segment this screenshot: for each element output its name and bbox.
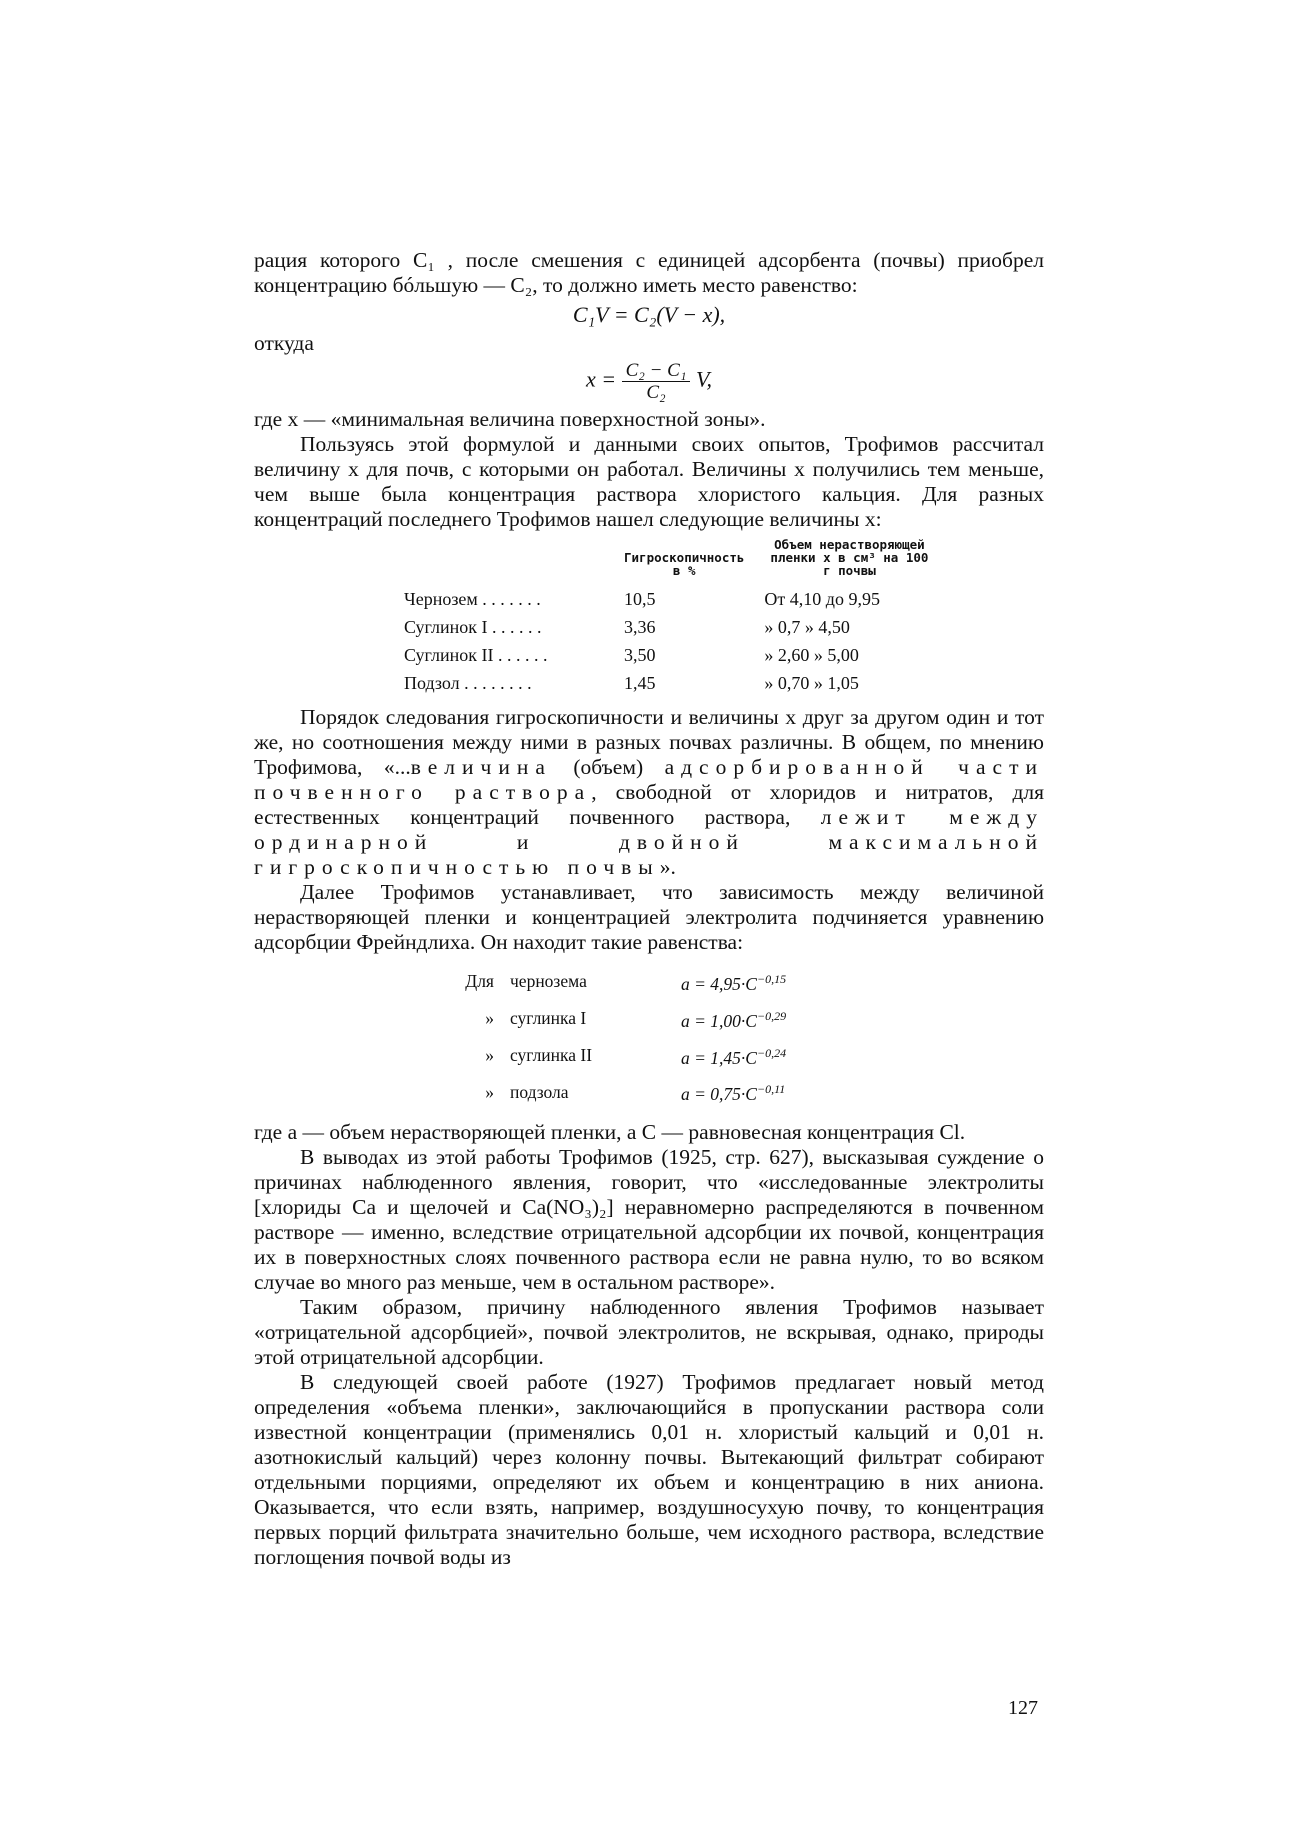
p4-text-a: Порядок следования гигроскопичности и величины x друг за другом один и тот же, но соотношения между ними в разных почвах различны. В общем, по мнению Трофимова, «... <box>254 705 1044 779</box>
p4-spaced-d: адсорбированной части почвенного раствора <box>254 755 1044 804</box>
table-row <box>394 585 944 613</box>
table-cell-hygroscopicity: 3,50 <box>624 645 656 665</box>
p4-spaced-f: лежит между ординарной и двойной максимальной гигроскопичностью почвы <box>254 805 1044 879</box>
table-cell-soil: Суглинок II . . . . . . <box>404 645 548 665</box>
equation-prefix: » <box>485 1081 494 1102</box>
paragraph-6: где a — объем нерастворяющей пленки, а C — равновесная концентрация Cl. <box>254 1120 966 1145</box>
formula-x-right: V, <box>695 366 713 392</box>
freundlich-equations <box>454 963 794 1110</box>
equation-soil: суглинка II <box>510 1045 593 1066</box>
paragraph-4 <box>254 705 1044 880</box>
equation-row <box>454 1000 794 1037</box>
table-cell-volume: » 2,60 » 5,00 <box>764 645 859 665</box>
page-body <box>254 248 1044 1570</box>
paragraph-5: Далее Трофимов устанавливает, что зависимость между величиной нерастворяющей пленки и концентрацией электролита подчиняется уравнению адсорбции Фрейндлиха. Он находит такие равенства: <box>254 880 1044 954</box>
equation-exponent: −0,29 <box>756 1008 787 1023</box>
equation-formula <box>673 963 794 1000</box>
formula-x-fraction <box>622 360 691 403</box>
equation-formula <box>673 1000 794 1037</box>
table-cell-volume: » 0,7 » 4,50 <box>764 617 850 637</box>
equation-prefix: » <box>485 1045 494 1066</box>
table-header-row <box>394 538 944 585</box>
equation-body: a = 1,00·C <box>681 1010 757 1031</box>
equation-body: a = 1,45·C <box>681 1047 757 1068</box>
equation-prefix: Для <box>465 971 494 992</box>
table-cell-soil: Суглинок I . . . . . . <box>404 617 542 637</box>
paragraph-1: рация которого C₁ , после смешения с единицей адсорбента (почвы) приобрел концентрацию бóльшую — C₂, то должно иметь место равенство: <box>254 248 1044 297</box>
formula-equality: C₁V = C₂(V − x), <box>572 302 726 327</box>
paragraph-3: Пользуясь этой формулой и данными своих опытов, Трофимов рассчитал величину x для почв, с которыми он работал. Величины x получились тем меньше, чем выше была концентрация раствора хлористого кальция. Для разных концентраций последнего Трофимов нашел следующие величины x: <box>254 432 1044 531</box>
table-row <box>394 641 944 669</box>
equation-exponent: −0,11 <box>756 1082 786 1097</box>
equation-body: a = 4,95·C <box>681 973 757 994</box>
equation-row <box>454 1037 794 1074</box>
table-cell-volume: От 4,10 до 9,95 <box>764 589 880 609</box>
equation-body: a = 0,75·C <box>681 1084 757 1105</box>
equation-soil: чернозема <box>510 971 587 992</box>
table-cell-hygroscopicity: 3,36 <box>624 617 656 637</box>
paragraph-7: В выводах из этой работы Трофимов (1925, стр. 627), высказывая суждение о причинах наблюденного явления, говорит, что «исследованные электролиты [хлориды Ca и щелочей и Ca(NO₃)₂] неравномерно распределяются в почвенном растворе — именно, вследствие отрицательной адсорбции их почвой, концентрация их в поверхностных слоях почвенного раствора если не равна нулю, то во всяком случае во много раз меньше, чем в остальном растворе». <box>254 1145 1044 1295</box>
table-row <box>394 613 944 641</box>
fraction-denominator: C₂ <box>646 382 666 403</box>
equation-row <box>454 963 794 1000</box>
paragraph-8: Таким образом, причину наблюденного явления Трофимов называет «отрицательной адсорбцией», почвой электролитов, не вскрывая, однако, природы этой отрицательной адсорбции. <box>254 1295 1044 1370</box>
formula-x-left: x = <box>585 366 617 392</box>
equation-soil: подзола <box>510 1081 569 1102</box>
p4-text-c: (объем) <box>551 755 665 779</box>
p4-spaced-b: величина <box>410 755 552 779</box>
formula-x <box>254 360 1044 403</box>
table-cell-soil: Чернозем . . . . . . . <box>404 589 541 609</box>
table-cell-hygroscopicity: 1,45 <box>624 673 656 693</box>
p4-text-g: ». <box>659 855 676 879</box>
table-cell-soil: Подзол . . . . . . . . <box>404 673 532 693</box>
equation-exponent: −0,24 <box>756 1045 787 1060</box>
equation-row <box>454 1073 794 1110</box>
hygroscopicity-table <box>394 538 944 697</box>
table-header-blank <box>394 538 614 585</box>
equation-exponent: −0,15 <box>756 972 787 986</box>
equation-prefix: » <box>485 1008 494 1029</box>
paragraph-9: В следующей своей работе (1927) Трофимов предлагает новый метод определения «объема пленки», заключающийся в пропускании раствора соли известной концентрации (применялись 0,01 н. хлористый кальций и 0,01 н. азотнокислый кальций) через колонну почвы. Вытекающий фильтрат собирают отдельными порциями, определяют их объем и концентрацию в них аниона. Оказывается, что если взять, например, воздушносухую почву, то концентрация первых порций фильтрата значительно больше, чем исходного раствора, вследствие поглощения почвой воды из <box>254 1370 1044 1570</box>
table-cell-hygroscopicity: 10,5 <box>624 589 656 609</box>
table-header-film-volume: Объем нерастворяющей пленки x в см³ на 100 г почвы <box>770 537 929 578</box>
fraction-numerator: C₂ − C₁ <box>622 360 691 382</box>
word-otkuda: откуда <box>254 331 314 355</box>
page-number: 127 <box>1008 1697 1038 1719</box>
equation-soil: суглинка I <box>510 1008 587 1029</box>
table-row <box>394 669 944 697</box>
table-cell-volume: » 0,70 » 1,05 <box>764 673 859 693</box>
equation-formula <box>673 1073 794 1110</box>
paragraph-2: где x — «минимальная величина поверхностной зоны». <box>254 407 766 431</box>
equation-formula <box>673 1037 794 1074</box>
table-header-hygroscopicity: Гигроскопичность в % <box>624 550 745 578</box>
p4-text-e: , свободной от хлоридов и нитратов, для естественных концентраций почвенного раствора, <box>254 780 1045 829</box>
